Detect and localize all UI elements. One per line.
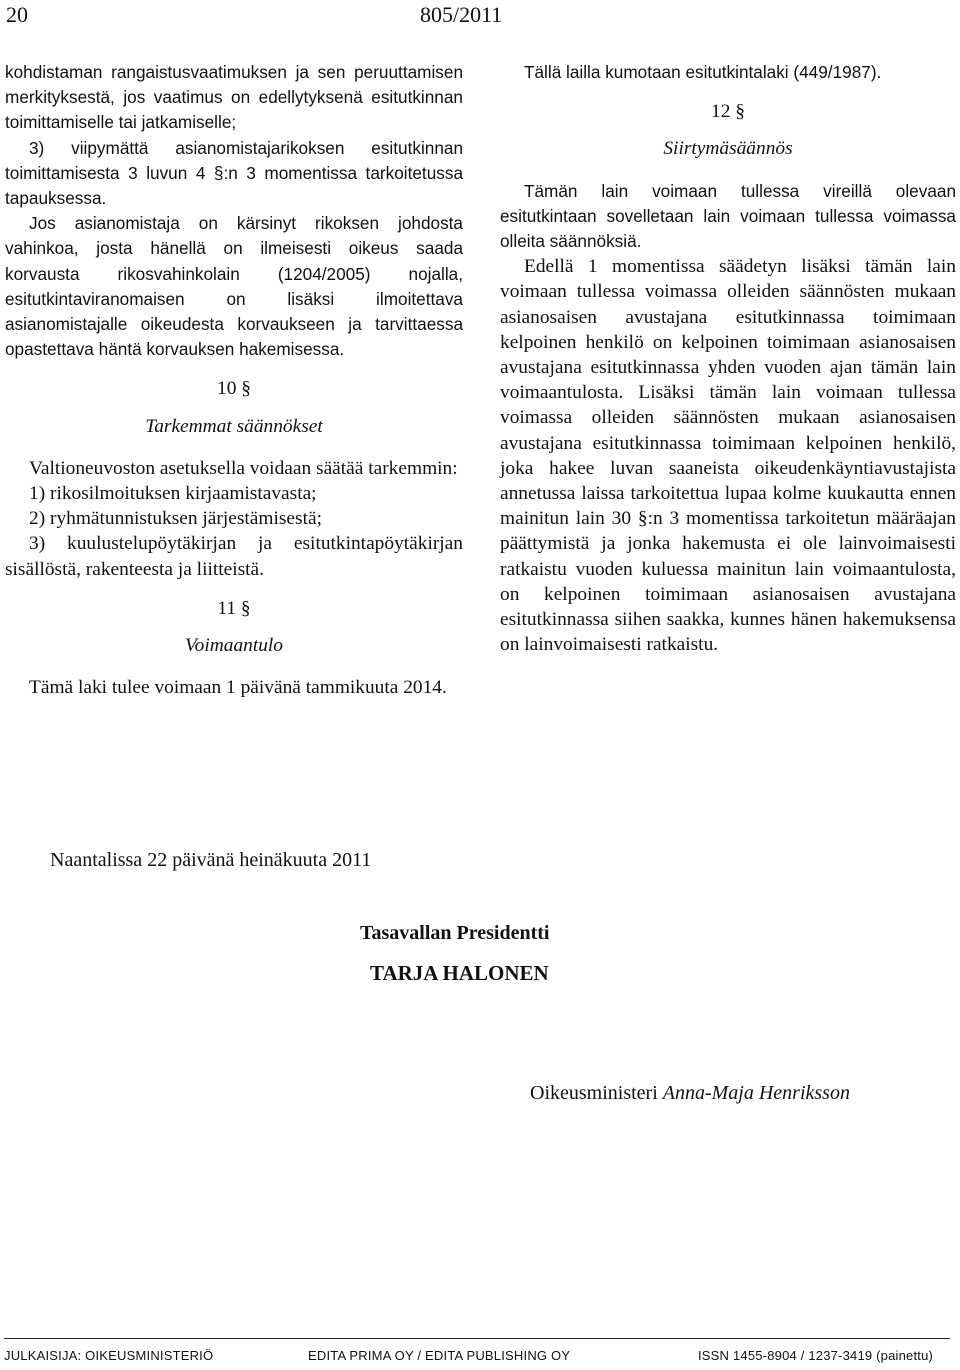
minister-name: Anna-Maja Henriksson [662,1082,850,1104]
section-11-title: Voimaantulo [184,635,284,657]
section-10-number: 10 § [217,378,251,400]
page-number: 20 [6,2,28,27]
president-title: Tasavallan Presidentti [360,922,550,944]
paragraph-rangaistusvaatimus: kohdistaman rangaistusvaatimuksen ja sen peruuttamisen merkityksestä, jos vaatimus on edellytyksenä esitutkinnan toimittamiselle tai jatkamiselle; [5,62,463,133]
section-10-intro: Valtioneuvoston asetuksella voidaan säätää tarkemmin: [29,457,458,479]
footer-publisher: JULKAISIJA: OIKEUSMINISTERIÖ [4,1348,214,1363]
place-and-date: Naantalissa 22 päivänä heinäkuuta 2011 [50,849,372,871]
section-11-text: Tämä laki tulee voimaan 1 päivänä tammikuuta 2014. [29,677,447,699]
section-10-item-1: 1) rikosilmoituksen kirjaamistavasta; [29,483,317,505]
section-10-item-3: 3) kuulustelupöytäkirjan ja esitutkintapöytäkirjan sisällöstä, rakenteesta ja liitteistä. [5,533,463,580]
footer-printer: EDITA PRIMA OY / EDITA PUBLISHING OY [308,1348,571,1363]
minister-title: Oikeusministeri [530,1082,658,1104]
section-12-title: Siirtymäsäännös [663,138,793,160]
left-column [5,60,463,700]
paragraph-item-3: 3) viipymättä asianomistajarikoksen esitutkinnan toimittamisesta 3 luvun 4 §:n 3 momentissa tarkoitetussa tapauksessa. [5,137,463,209]
section-11-number: 11 § [217,597,251,619]
footer-divider [4,1338,950,1339]
section-10-item-2: 2) ryhmätunnistuksen järjestämisestä; [29,508,322,530]
section-12-number: 12 § [711,101,745,123]
president-name: TARJA HALONEN [370,961,549,985]
minister-signature [530,1082,850,1105]
section-12-paragraph-2: Edellä 1 momentissa säädetyn lisäksi tämän lain voimaan tullessa voimassa olleiden säännösten mukaan asianosaisen avustajana esitutkinnassa toimimaan kelpoinen henkilö on kelpoinen toimimaan asianosaisen avustajana esitutkinnassa yhden vuoden ajan tämän lain voimaantulosta. Lisäksi tämän lain voimaan tullessa voimassa olleiden säännösten mukaan asianosaisen avustajana esitutkinnassa toimimaan kelpoinen henkilö, joka hakee luvan saaneista oikeudenkäyntiavustajista annetussa laissa tarkoitettua lupaa kolme kuukautta ennen mainitun lain 30 §:n 3 momentissa tarkoitetun määräajan päättymistä ja jonka hakemusta ei ole lainvoimaisesti ratkaistu vuoden kuluessa mainitun lain voimaantulosta, on kelpoinen toimimaan asianosaisen avustajana esitutkinnassa siihen saakka, kunnes hänen hakemuksensa on lainvoimaisesti ratkaistu. [500,256,956,656]
footer-issn: ISSN 1455-8904 / 1237-3419 (painettu) [698,1348,934,1363]
section-10-title: Tarkemmat säännökset [145,415,323,437]
repeal-paragraph: Tällä lailla kumotaan esitutkintalaki (449/1987). [524,62,882,82]
document-id: 805/2011 [420,2,503,27]
paragraph-korvaus: Jos asianomistaja on kärsinyt rikoksen johdosta vahinkoa, josta hänellä on ilmeisesti oikeus saada korvausta rikosvahinkolain (1204/2005) nojalla, esitutkintaviranomaisen on lisäksi ilmoitettava asianomistajalle oikeudesta korvaukseen ja tarvittaessa opastettava häntä korvauksen hakemisessa. [5,213,463,360]
section-12-paragraph-1: Tämän lain voimaan tullessa vireillä olevaan esitutkintaan sovelletaan lain voimaan tullessa voimassa olleita säännöksiä. [500,180,956,252]
right-column [500,60,956,657]
